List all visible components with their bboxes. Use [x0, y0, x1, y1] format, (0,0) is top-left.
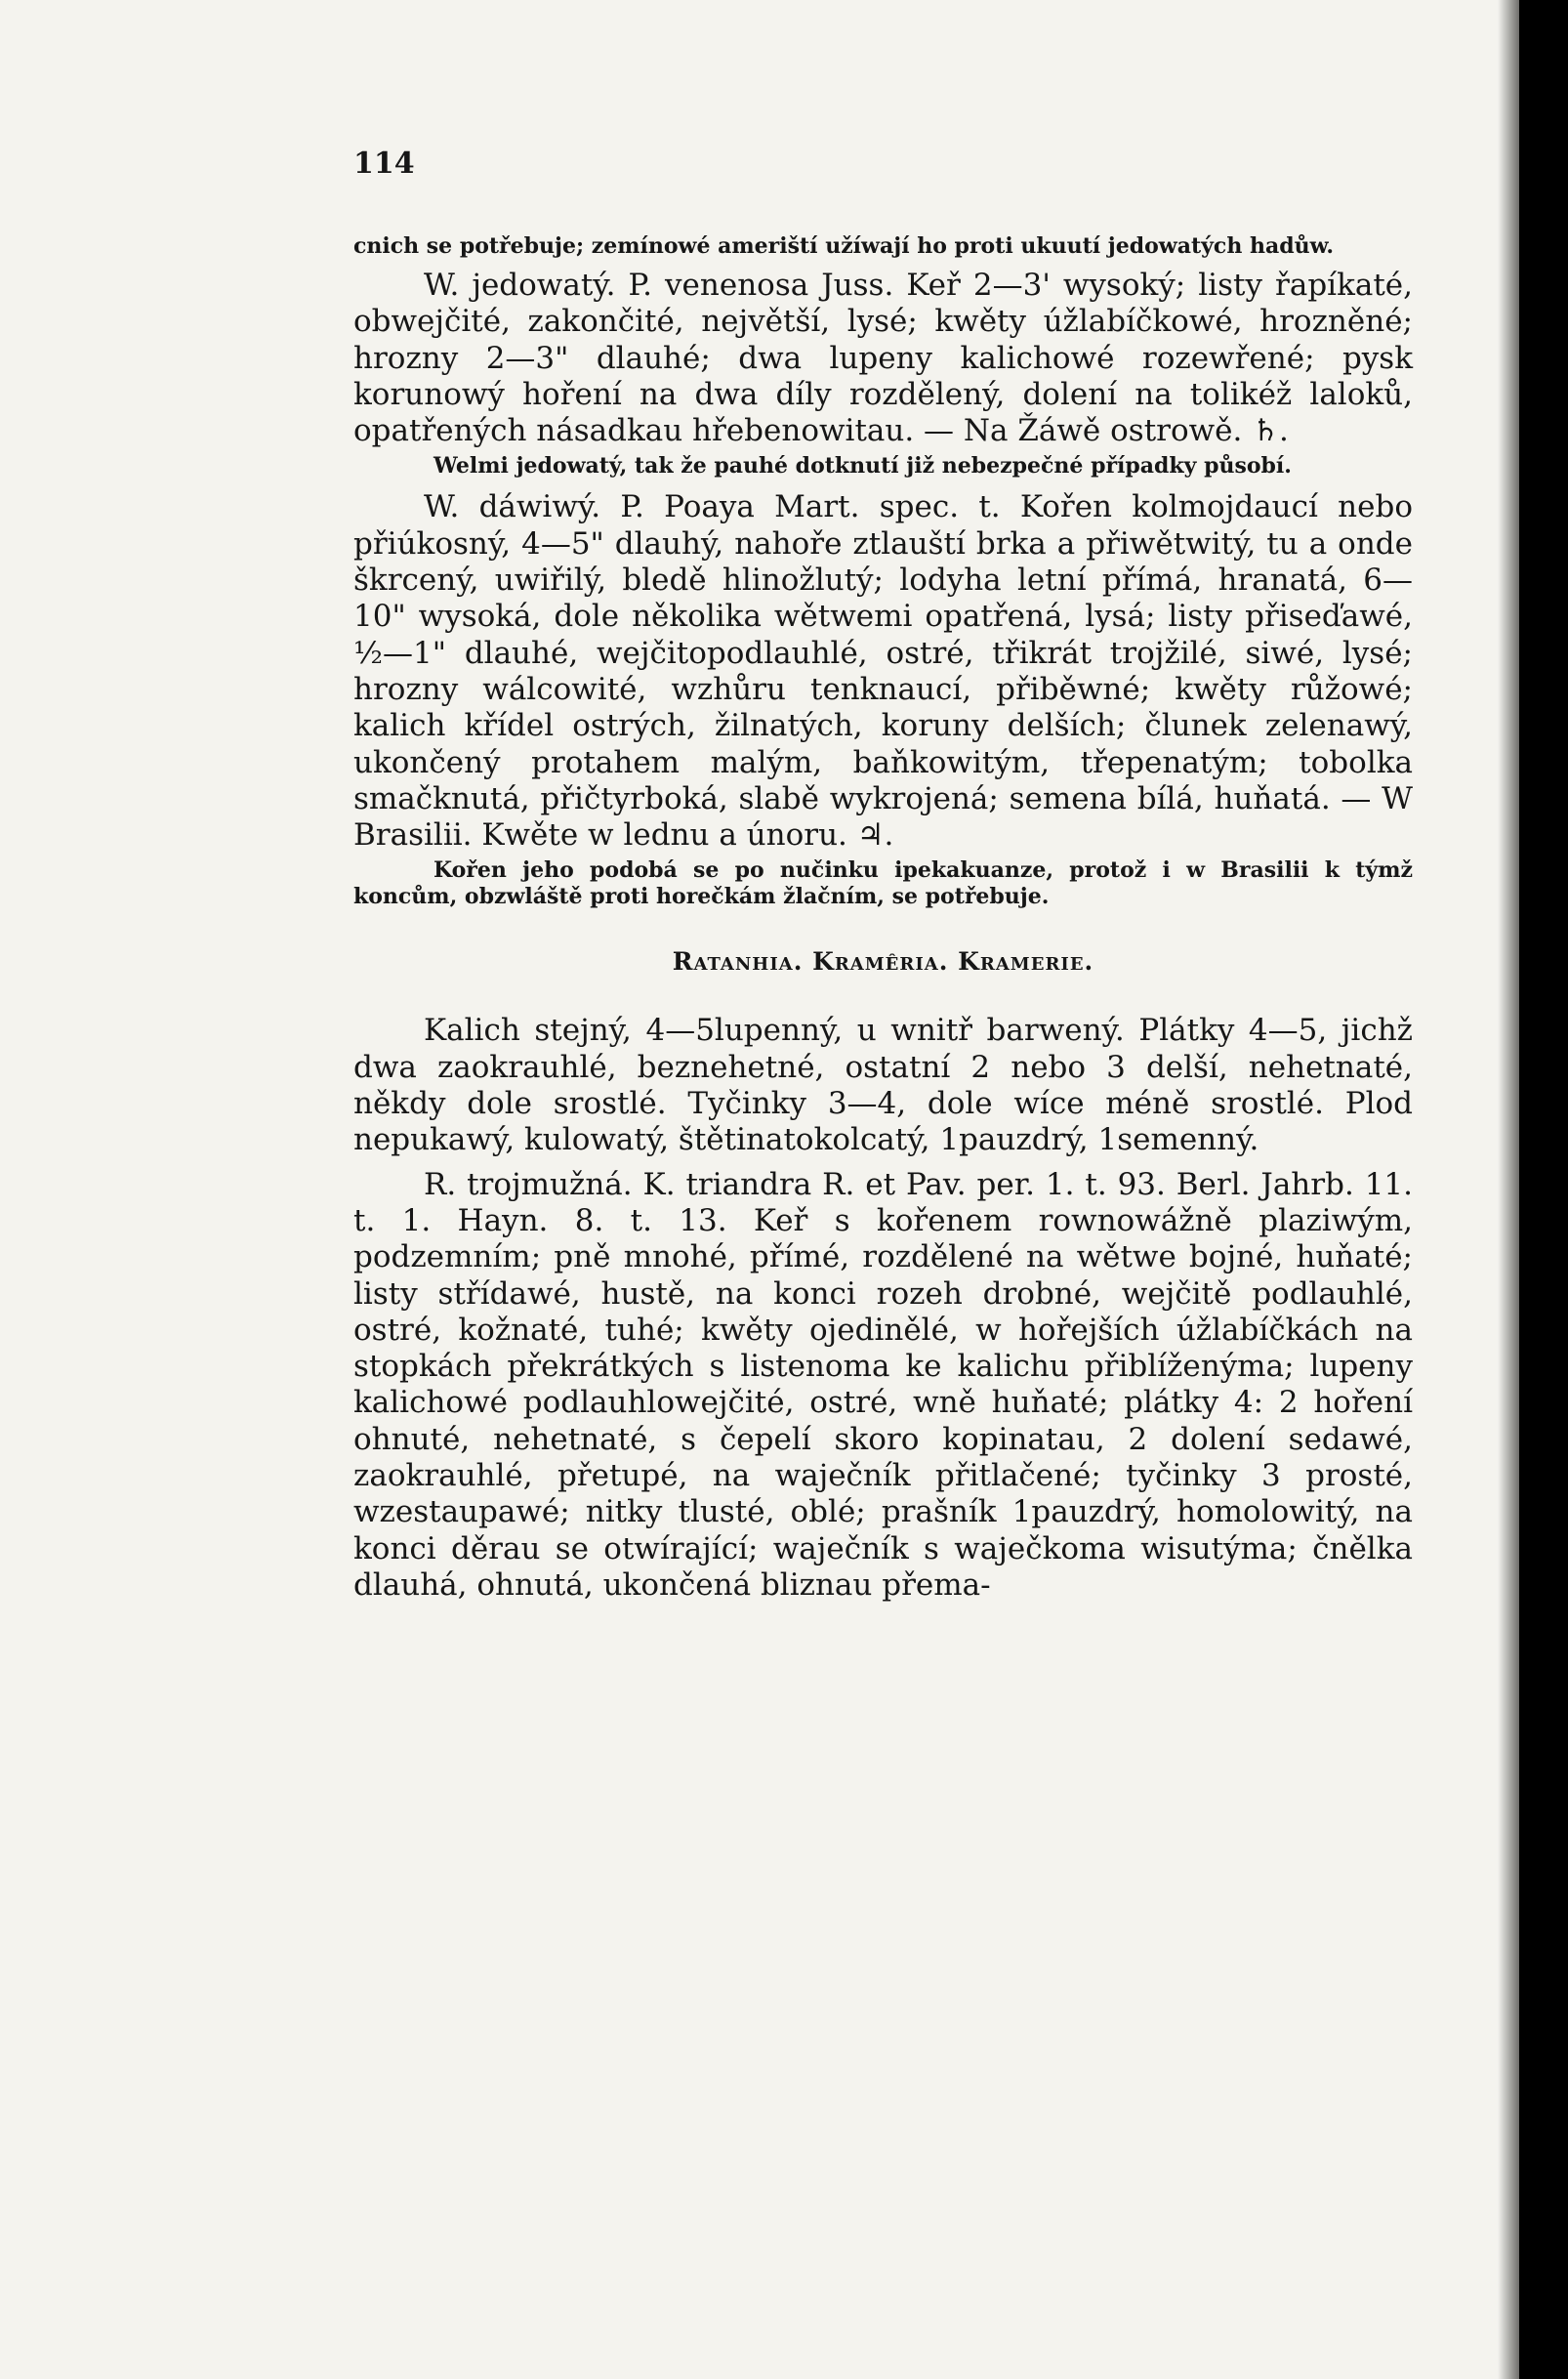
paragraph-note-poaya: Kořen jeho podobá se po nučinku ipekakuanze, protož i w Brasilii k týmž koncům, obzwláště proti horečkám žlačním, se potřebuje. [353, 857, 1413, 910]
paragraph-species-venenosa: W. jedowatý. P. venenosa Juss. Keř 2—3' wysoký; listy řapíkaté, obwejčité, zakončité, největší, lysé; kwěty úžlabíčkowé, hrozněné; hrozny 2—3" dlauhé; dwa lupeny kalichowé rozewřené; pysk korunowý hoření na dwa díly rozdělený, dolení na tolikéž laloků, opatřených násadkau hřebenowitau. — Na Žáwě ostrowě. ♄. [353, 268, 1413, 449]
paragraph-species-triandra: R. trojmužná. K. triandra R. et Pav. per. 1. t. 93. Berl. Jahrb. 11. t. 1. Hayn. 8. t. 13. Keř s kořenem rownowážně plaziwým, podzemním; pně mnohé, přímé, rozdělené na wětwe bojné, huňaté; listy střídawé, hustě, na konci rozeh drobné, wejčitě podlauhlé, ostré, kožnaté, tuhé; kwěty ojedinělé, w hořejších úžlabíčkách na stopkách překrátkých s listenoma ke kalichu přiblíženýma; lupeny kalichowé podlauhlowejčité, ostré, wně huňaté; plátky 4: 2 hoření ohnuté, nehetnaté, s čepelí skoro kopinatau, 2 dolení sedawé, zaokrauhlé, přetupé, na waječník přitlačené; tyčinky 3 prosté, wzestaupawé; nitky tlusté, oblé; prašník 1pauzdrý, homolowitý, na konci děrau se otwírající; waječník s waječkoma wisutýma; čnělka dlauhá, ohnutá, ukončená bliznau přema- [353, 1166, 1413, 1603]
paragraph-genus-description: Kalich stejný, 4—5lupenný, u wnitř barwený. Plátky 4—5, jichž dwa zaokrauhlé, beznehetné, ostatní 2 nebo 3 delší, nehetnaté, někdy dole srostlé. Tyčinky 3—4, dole wíce méně srostlé. Plod nepukawý, kulowatý, štětinatokolcatý, 1pauzdrý, 1semenný. [353, 1013, 1413, 1158]
paragraph-note-venenosa: Welmi jedowatý, tak že pauhé dotknutí již nebezpečné případky působí. [433, 453, 1292, 480]
paragraph-species-poaya: W. dáwiwý. P. Poaya Mart. spec. t. Kořen kolmojdaucí nebo přiúkosný, 4—5" dlauhý, nahoře ztlauští brka a přiwětwitý, tu a onde škrcený, uwiřilý, bledě hlinožlutý; lodyha letní přímá, hranatá, 6—10" wysoká, dole několika wětwemi opatřená, lysá; listy přiseďawé, ½—1" dlauhé, wejčitopodlauhlé, ostré, třikrát trojžilé, siwé, lysé; hrozny wálcowité, wzhůru tenknaucí, přiběwné; kwěty růžowé; kalich křídel ostrých, žilnatých, koruny delších; člunek zelenawý, ukončený protahem malým, baňkowitým, třepenatým; tobolka smačknutá, přičtyrboká, slabě wykrojená; semena bílá, huňatá. — W Brasilii. Kwěte w lednu a únoru. ♃. [353, 489, 1413, 854]
paragraph-note-top: cnich se potřebuje; zemínowé ameriští užíwají ho proti ukuutí jedowatých hadůw. [353, 233, 1334, 259]
page-text [353, 146, 1413, 1604]
section-heading-genus: Ratanhia. Kramêria. Kramerie. [672, 947, 1094, 977]
scan-border [1519, 0, 1568, 2379]
page-number: 114 [353, 146, 415, 181]
page-edge-shadow [1498, 0, 1519, 2379]
